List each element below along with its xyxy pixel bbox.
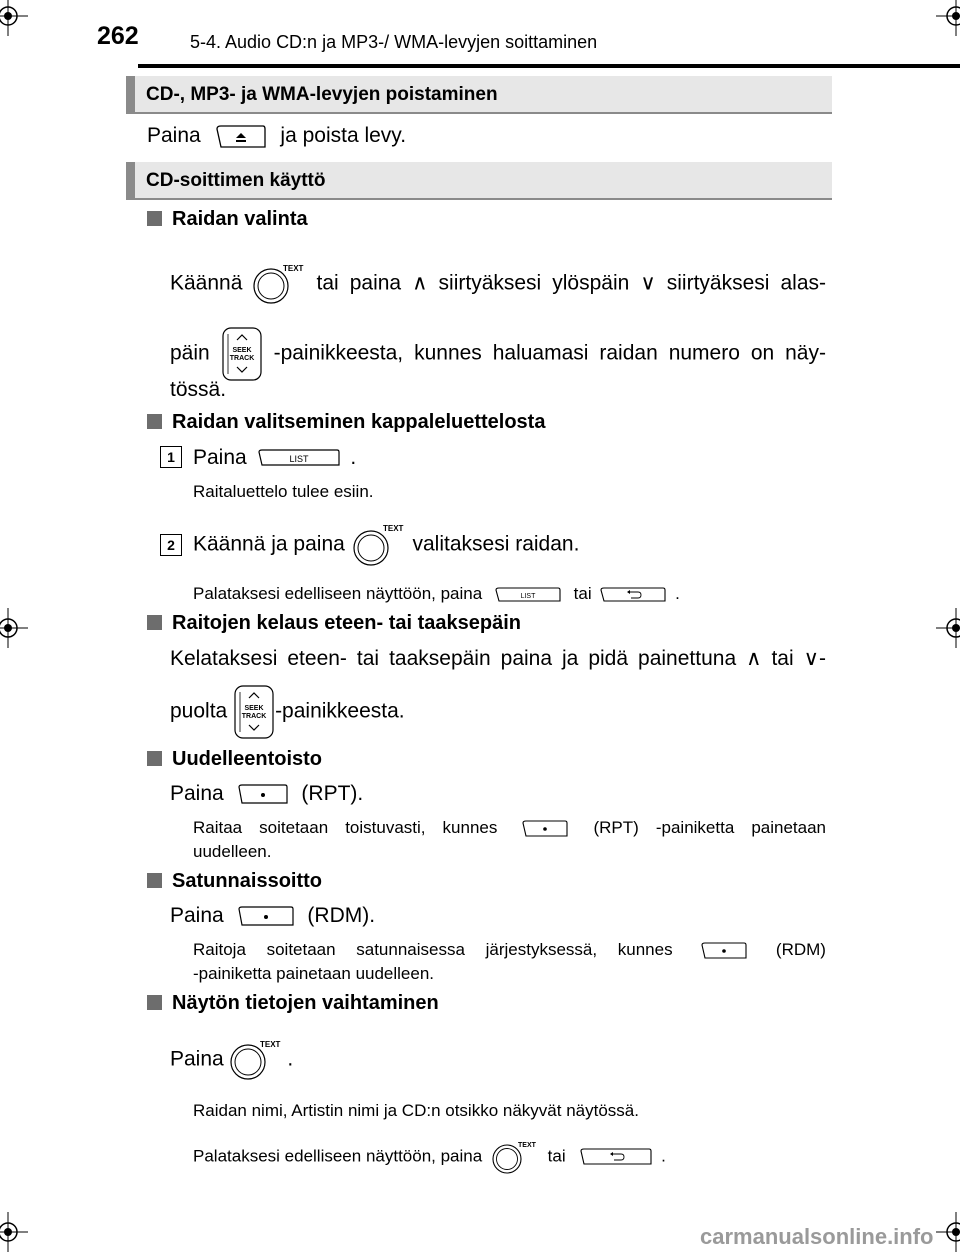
subheading-fast-forward: Raitojen kelaus eteen- tai taaksepäin <box>147 612 521 635</box>
rpt-preset-button-icon <box>238 783 288 805</box>
step1-text: Paina LIST . <box>193 446 357 469</box>
fast-forward-line1: Kelataksesi eteen- tai taaksepäin paina ja pidä painettuna ∧ tai ∨- <box>170 647 826 670</box>
random-note: Raitoja soitetaan satunnaisessa järjestyksessä, kunnes (RDM) <box>193 940 826 959</box>
registration-mark-icon <box>0 608 28 648</box>
random-line1: Paina (RDM). <box>170 904 376 927</box>
section-title: CD-, MP3- ja WMA-levyjen poistaminen <box>146 84 498 105</box>
track-select-line3: tössä. <box>170 378 227 401</box>
svg-text:SEEK: SEEK <box>244 705 264 712</box>
rdm-preset-button-icon <box>701 942 747 960</box>
header-rule <box>138 64 960 68</box>
svg-text:TEXT: TEXT <box>283 264 304 273</box>
rdm-preset-button-icon <box>238 905 294 927</box>
list-button-icon <box>495 587 561 603</box>
section-header-cd-player <box>126 162 832 200</box>
display-note1: Raidan nimi, Artistin nimi ja CD:n otsikko näkyvät näytössä. <box>193 1101 639 1120</box>
random-note-cont: -painiketta painetaan uudelleen. <box>193 964 435 983</box>
svg-text:TRACK: TRACK <box>241 713 267 720</box>
chapter-title: 5-4. Audio CD:n ja MP3-/ WMA-levyjen soittaminen <box>190 32 598 52</box>
fast-forward-line2: puolta SEEK TRACK -painikkeesta. <box>170 684 405 740</box>
section-header-eject <box>126 76 832 114</box>
subheading-list-select: Raidan valitseminen kappaleluettelosta <box>147 411 545 434</box>
svg-text:LIST: LIST <box>289 454 309 465</box>
svg-text:SEEK: SEEK <box>232 347 252 354</box>
back-button-icon <box>600 587 666 603</box>
page-number: 262 <box>97 22 139 50</box>
rpt-preset-button-icon <box>522 820 568 838</box>
step-number: 2 <box>160 534 182 556</box>
svg-text:TEXT: TEXT <box>382 524 404 533</box>
list-button-icon <box>257 448 341 468</box>
registration-mark-icon <box>936 608 960 648</box>
subheading-random: Satunnaissoitto <box>147 870 322 893</box>
eject-instruction: Paina ja poista levy. <box>147 120 406 152</box>
svg-text:TEXT: TEXT <box>517 1142 536 1149</box>
step1-note: Raitaluettelo tulee esiin. <box>193 482 374 501</box>
registration-mark-icon <box>936 1212 960 1252</box>
tune-select-knob-icon <box>253 262 305 306</box>
step2-note: Palataksesi edelliseen näyttöön, paina LIST tai . <box>193 584 680 603</box>
subheading-repeat: Uudelleentoisto <box>147 748 322 771</box>
display-line1: Paina TEXT . <box>170 1038 293 1082</box>
tune-select-knob-icon <box>491 1139 539 1175</box>
track-select-line2: päin SEEK TRACK -painikkeesta, kunnes haluamasi raidan numero on näy- <box>170 326 826 382</box>
registration-mark-icon <box>936 0 960 36</box>
track-select-line1: Käännä TEXT tai paina ∧ siirtyäksesi ylöspäin ∨ siirtyäksesi alas- <box>170 262 826 306</box>
svg-text:TRACK: TRACK <box>229 355 254 362</box>
eject-button-icon <box>215 123 267 149</box>
repeat-note: Raitaa soitetaan toistuvasti, kunnes (RPT) -painiketta painetaan <box>193 818 826 837</box>
registration-mark-icon <box>0 0 28 36</box>
display-note2: Palataksesi edelliseen näyttöön, paina TEXT tai . <box>193 1139 666 1175</box>
section-title: CD-soittimen käyttö <box>146 170 326 191</box>
seek-track-button-icon <box>221 326 263 382</box>
subheading-display-info: Näytön tietojen vaihtaminen <box>147 992 439 1015</box>
back-button-icon <box>580 1148 652 1166</box>
seek-track-button-icon <box>233 684 275 740</box>
tune-select-knob-icon <box>351 522 407 568</box>
watermark: carmanualsonline.info <box>700 1224 934 1249</box>
subheading-track-select: Raidan valinta <box>147 208 308 231</box>
svg-text:LIST: LIST <box>520 592 536 600</box>
step-number: 1 <box>160 446 182 468</box>
repeat-note-cont: uudelleen. <box>193 842 272 861</box>
svg-text:TEXT: TEXT <box>259 1040 281 1049</box>
registration-mark-icon <box>0 1212 28 1252</box>
tune-select-knob-icon <box>230 1038 282 1082</box>
step2-text: Käännä ja paina TEXT valitaksesi raidan. <box>193 522 579 568</box>
repeat-line1: Paina (RPT). <box>170 782 364 805</box>
